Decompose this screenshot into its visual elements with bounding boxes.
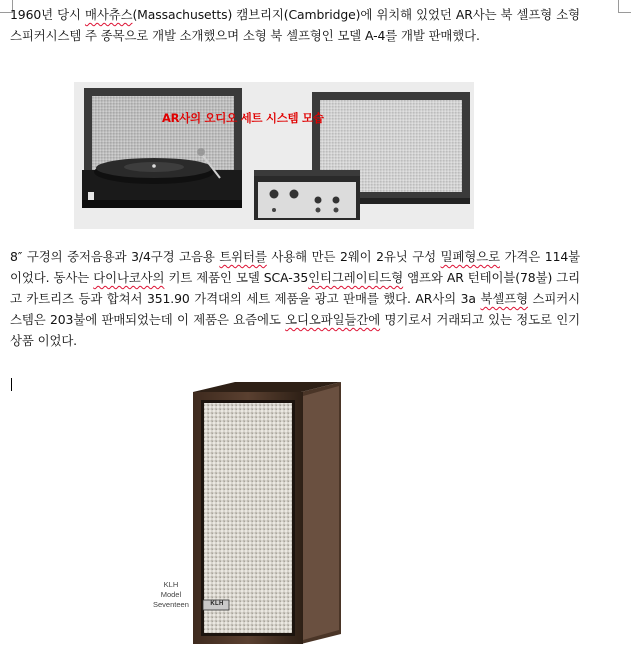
text-run: 사용해 만든 2웨이 2유닛 구성 [266,249,441,264]
audio-set-illustration [74,82,474,229]
spellcheck-word[interactable]: 매사츄스 [84,7,133,22]
spellcheck-word[interactable]: 오디오파일들간에 [285,312,381,327]
model-label-line: KLH [163,580,179,589]
audio-set-photo [74,82,474,229]
paragraph-intro [10,4,580,46]
text-run: 명기로서 거래되고 있는 정도로 인기 상품 이었다. [10,312,581,348]
spellcheck-word[interactable]: 인티그레이티드형 [308,270,404,285]
text-run: 키트 제품인 모델 SCA-35 [164,270,309,285]
text-run: 1960년 당시 [10,7,85,22]
spellcheck-word[interactable]: 밀폐형으로 [440,249,500,264]
text-run: 앰프와 AR 턴테이블(78불) 그리고 카트리즈 등과 합쳐서 351.90 가격대의 세트 제품을 광고 판매를 했다. AR사의 3a [10,270,580,306]
text-run: 가격은 114불이었다. 동사는 [10,249,580,285]
speaker-badge-text: KLH [210,601,224,607]
text-run: 8″ 구경의 중저음용과 3/4구경 고음용 [10,249,220,264]
text-run: (Massachusetts) 캠브리지(Cambridge)에 위치해 있었던 AR사는 북 셀프형 소형 스피커시스템 주 종목으로 개발 소개했으며 소형 북 셀프형인 모델 A-4를 개발 판매했다. [10,7,580,43]
spellcheck-word[interactable]: 다이나코사의 [93,270,165,285]
model-label-line: Model [160,590,182,599]
text-run: 스피커시스템은 203불에 판매되었는데 이 제품은 요즘에도 [10,291,580,327]
spellcheck-word[interactable]: 트위터를 [219,249,267,264]
spellcheck-word[interactable]: 북셀프형 [480,291,528,306]
paragraph-details [10,246,580,351]
page-corner-top-right [618,0,631,13]
text-cursor[interactable] [11,378,12,391]
photo-caption: AR사의 오디오 세트 시스템 모습 [162,111,324,125]
speaker-model-label [153,580,189,610]
model-label-line: Seventeen [153,600,189,609]
